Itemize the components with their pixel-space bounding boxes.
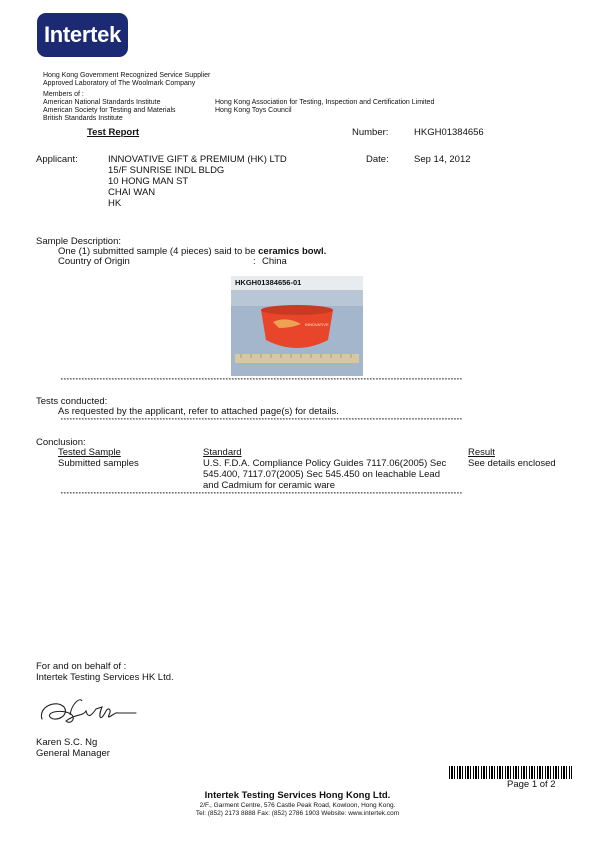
member-item: Hong Kong Association for Testing, Inspection and Certification Limited	[215, 99, 435, 106]
photo-label: HKGH01384656-01	[235, 278, 302, 287]
signatory	[36, 737, 110, 759]
applicant-line: 15/F SUNRISE INDL BLDG	[108, 165, 225, 176]
applicant-line: 10 HONG MAN ST	[108, 176, 189, 187]
origin-label: Country of Origin	[58, 256, 130, 267]
report-date: Sep 14, 2012	[414, 154, 471, 165]
member-item: American National Standards Institute	[43, 99, 161, 106]
signatory-title: General Manager	[36, 748, 110, 759]
footer-address: 2/F., Garment Centre, 576 Castle Peak Road, Kowloon, Hong Kong.	[199, 802, 396, 809]
standard-line: U.S. F.D.A. Compliance Policy Guides 7117.06(2005) Sec	[203, 458, 447, 469]
applicant-line: CHAI WAN	[108, 187, 156, 198]
barcode	[449, 766, 572, 779]
applicant-label: Applicant:	[36, 154, 78, 165]
members-right	[215, 99, 434, 115]
gov-line-1: Hong Kong Government Recognized Service Supplier	[43, 72, 211, 79]
footer-company: Intertek Testing Services Hong Kong Ltd.	[204, 790, 391, 801]
applicant-line: INNOVATIVE GIFT & PREMIUM (HK) LTD	[108, 154, 287, 165]
gov-recognition	[43, 72, 210, 88]
origin-value: China	[262, 256, 287, 267]
behalf-line: For and on behalf of :	[36, 661, 127, 672]
member-item: British Standards Institute	[43, 115, 123, 122]
col-standard: Standard	[203, 447, 242, 458]
conclusion-heading: Conclusion:	[36, 437, 86, 448]
footer-contact: Tel: (852) 2173 8888 Fax: (852) 2786 1903 Website: www.intertek.com	[195, 810, 400, 817]
applicant-line: HK	[108, 198, 122, 209]
behalf-block	[36, 661, 174, 683]
sample-photo	[231, 276, 363, 376]
report-title: Test Report	[87, 127, 140, 138]
number-label: Number:	[352, 127, 389, 138]
svg-text:INNOVATIVE: INNOVATIVE	[305, 322, 329, 327]
behalf-company: Intertek Testing Services HK Ltd.	[36, 672, 174, 683]
separator: **************************************************************************************************************************************	[60, 378, 463, 384]
tests-text: As requested by the applicant, refer to attached page(s) for details.	[58, 406, 339, 417]
tests-heading: Tests conducted:	[36, 396, 108, 407]
member-item: American Society for Testing and Materials	[43, 107, 176, 114]
separator: **************************************************************************************************************************************	[60, 492, 463, 498]
page-number: Page 1 of 2	[507, 779, 556, 790]
signature	[36, 693, 141, 733]
sample-desc-bold: ceramics bowl.	[258, 246, 327, 257]
bowl-photo-illustration	[231, 276, 363, 376]
applicant-address	[108, 154, 287, 209]
standard-line: 545.400, 7117.07(2005) Sec 545.450 on leachable Lead	[203, 469, 440, 480]
tested-sample-value: Submitted samples	[58, 458, 139, 469]
report-number: HKGH01384656	[414, 127, 484, 138]
intertek-logo	[37, 13, 128, 57]
date-label: Date:	[366, 154, 389, 165]
members-left	[43, 91, 176, 123]
separator: **************************************************************************************************************************************	[60, 418, 463, 424]
standard-line: and Cadmium for ceramic ware	[203, 480, 335, 491]
logo-text: Intertek	[43, 22, 122, 47]
member-item: Hong Kong Toys Council	[215, 107, 292, 114]
result-value: See details enclosed	[468, 458, 556, 469]
origin-sep: :	[253, 256, 256, 267]
sample-heading: Sample Description:	[36, 236, 122, 247]
gov-line-2: Approved Laboratory of The Woolmark Company	[43, 80, 196, 87]
signatory-name: Karen S.C. Ng	[36, 737, 98, 748]
standard-value	[203, 458, 446, 491]
col-tested-sample: Tested Sample	[58, 447, 121, 458]
col-result: Result	[468, 447, 495, 458]
sample-desc-text: One (1) submitted sample (4 pieces) said to be	[58, 246, 259, 257]
members-label: Members of :	[43, 91, 84, 98]
